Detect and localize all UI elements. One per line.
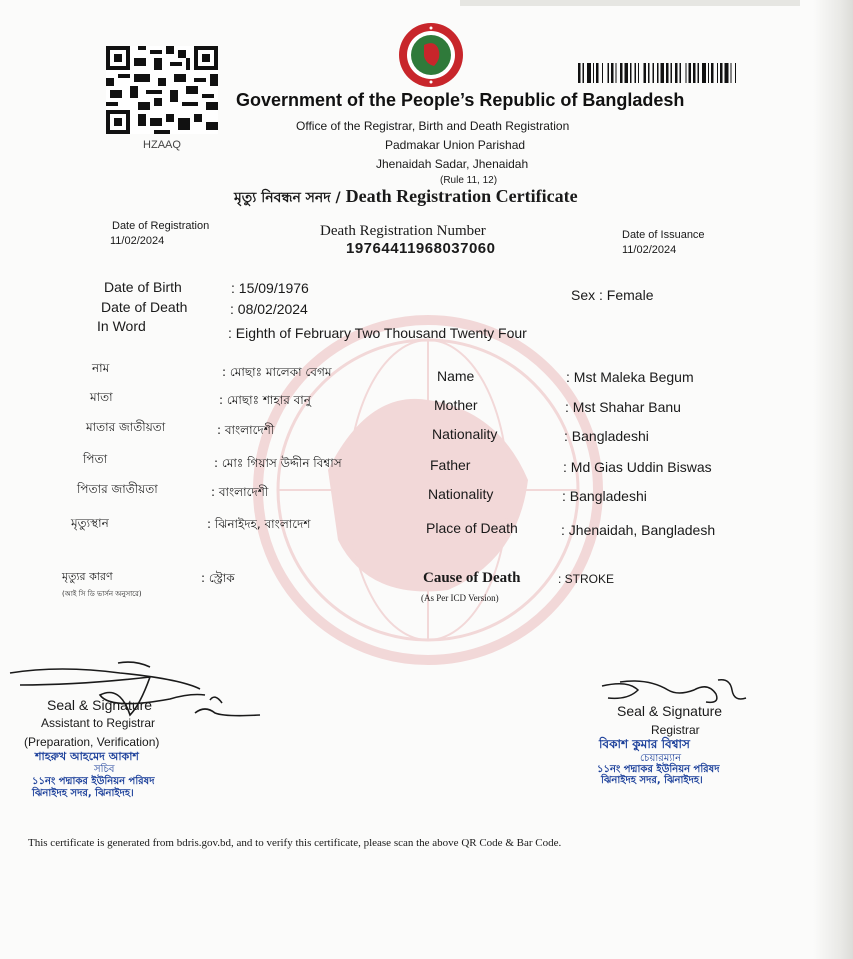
field-en-value: : Mst Maleka Begum [566,369,694,385]
left-stamp-union: ১১নং পদ্মাকর ইউনিয়ন পরিষদ [32,776,155,787]
issue-date-value: 11/02/2024 [622,244,677,256]
field-bn-label: পিতার জাতীয়তা [77,482,158,496]
left-role: Assistant to Registrar [41,716,156,730]
right-stamp-union: ১১নং পদ্মাকর ইউনিয়ন পরিষদ [597,764,720,775]
left-seal-signature-label: Seal & Signature [47,697,153,713]
field-bn-value: : বাংলাদেশী [211,485,269,499]
right-stamp-location: ঝিনাইদহ সদর, ঝিনাইদহ। [601,775,703,786]
location-line: Jhenaidah Sadar, Jhenaidah [376,157,529,171]
issue-date-label: Date of Issuance [622,229,705,241]
left-stamp-title: সচিব [94,764,115,775]
field-en-label: Nationality [428,486,494,502]
field-bn-value: : মোঃ গিয়াস উদ্দীন বিশ্বাস [214,456,342,470]
government-title: Government of the People’s Republic of Bangladesh [236,90,685,110]
field-en-label: Father [430,457,471,473]
cause-bn-sub: (আই সি ডি ভার্সন অনুসারে) [62,590,142,598]
left-handwritten-signature [0,655,265,725]
left-role-sub: (Preparation, Verification) [24,735,160,749]
cause-bn-value: : স্ট্রোক [201,571,235,585]
dob-label: Date of Birth [104,279,182,295]
field-bn-value: : ঝিনাইদহ, বাংলাদেশ [207,517,311,531]
certificate-title-bn: মৃত্যু নিবন্ধন সনদ / [234,190,341,206]
union-line: Padmakar Union Parishad [385,138,526,152]
dob-value: : 15/09/1976 [231,280,309,296]
field-bn-label: মাতার জাতীয়তা [86,420,166,434]
government-seal-icon [386,20,476,90]
sex-value: Sex : Female [571,287,654,303]
qr-code[interactable] [106,46,218,134]
field-en-value: : Mst Shahar Banu [565,399,681,415]
cause-en-sub: (As Per ICD Version) [421,593,499,603]
reg-number-value: 19764411968037060 [346,240,496,257]
in-word-value: : Eighth of February Two Thousand Twenty Four [228,325,527,341]
field-en-value: : Bangladeshi [562,488,647,504]
dod-label: Date of Death [101,299,188,315]
certificate-title-en: Death Registration Certificate [345,186,578,206]
cause-en-label: Cause of Death [423,570,521,586]
right-seal-signature-label: Seal & Signature [617,703,723,719]
field-bn-label: নাম [92,361,110,375]
cause-bn-label: মৃত্যুর কারণ [62,570,113,583]
cause-en-value: : STROKE [558,572,615,586]
reg-number-label: Death Registration Number [320,223,486,239]
barcode[interactable] [578,63,773,83]
field-en-value: : Bangladeshi [564,428,649,444]
field-bn-label: মাতা [90,390,113,404]
in-word-label: In Word [97,318,146,334]
paper-top-strip [460,0,800,6]
field-en-label: Nationality [432,426,498,442]
field-en-label: Place of Death [426,520,518,536]
reg-date-value: 11/02/2024 [110,235,165,247]
field-en-value: : Jhenaidah, Bangladesh [561,522,716,538]
right-stamp-title: চেয়ারম্যান [640,753,682,764]
field-en-label: Name [437,368,475,384]
field-bn-value: : বাংলাদেশী [217,423,275,437]
reg-date-label: Date of Registration [112,220,210,232]
footer-verification-note: This certificate is generated from bdris.gov.bd, and to verify this certificate, please scan the above QR Code & Bar Code. [28,837,562,849]
left-stamp-name: শাহরুখ আহমেদ আকাশ [35,750,139,763]
field-bn-label: মৃত্যুস্থান [71,516,109,530]
qr-caption: HZAAQ [143,139,181,151]
field-en-label: Mother [434,397,478,413]
field-bn-label: পিতা [83,452,108,466]
right-stamp-name: বিকাশ কুমার বিশ্বাস [599,737,690,751]
field-bn-value: : মোছাঃ মালেকা বেগম [222,365,332,379]
field-bn-value: : মোছাঃ শাহার বানু [219,393,311,407]
dod-value: : 08/02/2024 [230,301,308,317]
paper-edge-shadow [813,0,853,959]
rule-line: (Rule 11, 12) [440,175,498,186]
certificate-title [234,186,578,210]
right-role: Registrar [651,723,700,737]
office-line: Office of the Registrar, Birth and Death Registration [296,119,570,133]
left-stamp-location: ঝিনাইদহ সদর, ঝিনাইদহ। [32,788,134,799]
field-en-value: : Md Gias Uddin Biswas [563,459,712,475]
